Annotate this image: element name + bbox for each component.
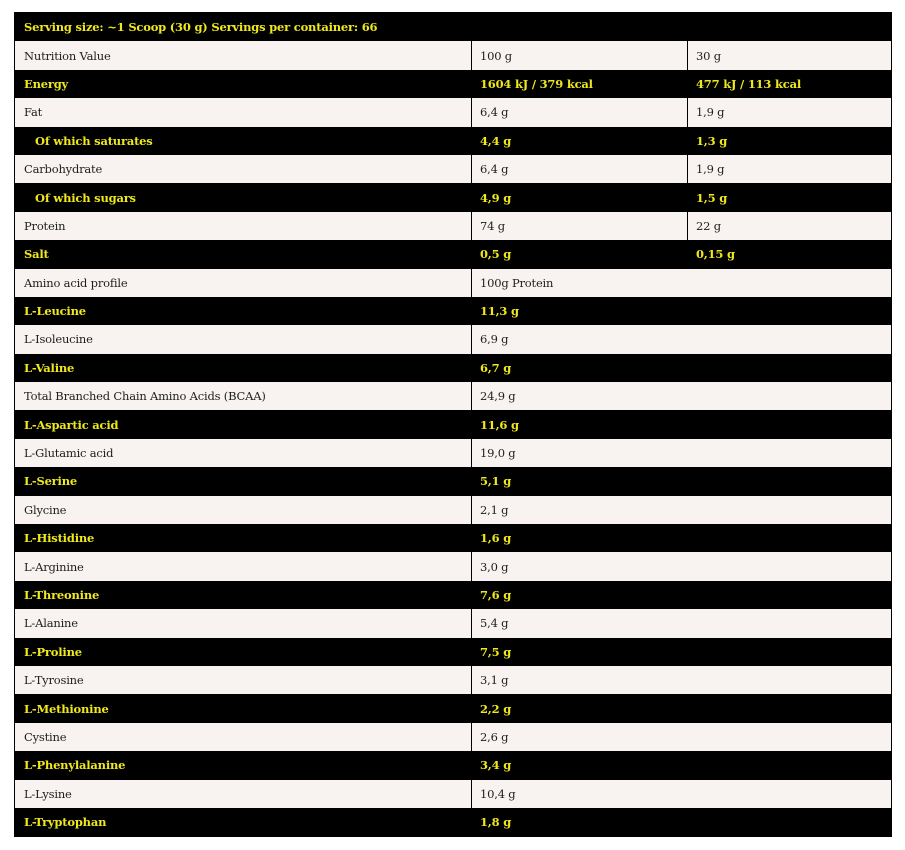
- row-fat: [15, 98, 891, 126]
- row-l-leucine: [15, 297, 891, 325]
- amino-value: 7,5 g: [471, 638, 891, 666]
- amino-value: 6,7 g: [471, 354, 891, 382]
- row-label: Energy: [24, 76, 69, 91]
- row-label: L-Tyrosine: [24, 673, 84, 688]
- row-label: L-Threonine: [24, 588, 100, 602]
- row-label: Of which sugars: [35, 190, 136, 205]
- row-label: Of which saturates: [35, 133, 153, 148]
- row-label: Fat: [24, 105, 43, 120]
- amino-value: 3,1 g: [471, 666, 891, 694]
- row-protein: [15, 212, 891, 240]
- value-per-30g: 22 g: [687, 212, 891, 240]
- value-per-100g: 6,4 g: [471, 155, 687, 183]
- value-per-100g: 6,4 g: [471, 98, 687, 126]
- row-l-isoleucine: [15, 325, 891, 353]
- amino-value: 24,9 g: [471, 382, 891, 410]
- value-per-100g: 74 g: [471, 212, 687, 240]
- row-l-glutamic-acid: [15, 439, 891, 467]
- row-label: Glycine: [24, 502, 67, 517]
- value-per-30g: 1,5 g: [687, 183, 891, 211]
- row-label: Protein: [24, 218, 66, 233]
- row-label: Cystine: [24, 729, 67, 744]
- amino-value: 11,6 g: [471, 410, 891, 438]
- row-glycine: [15, 496, 891, 524]
- row-l-histidine: [15, 524, 891, 552]
- amino-value: 19,0 g: [471, 439, 891, 467]
- column-header-label: Nutrition Value: [24, 48, 111, 63]
- row-l-methionine: [15, 694, 891, 722]
- row-l-lysine: [15, 780, 891, 808]
- serving-size-text: Serving size: ~1 Scoop (30 g) Servings per container: 66: [24, 20, 378, 35]
- amino-value: 5,1 g: [471, 467, 891, 495]
- amino-value: 2,6 g: [471, 723, 891, 751]
- value-per-30g: 1,9 g: [687, 98, 891, 126]
- row-label: Amino acid profile: [24, 275, 128, 290]
- row-l-phenylalanine: [15, 751, 891, 779]
- row-label: L-Isoleucine: [24, 332, 93, 347]
- column-header-row: [15, 41, 891, 69]
- amino-value: 2,1 g: [471, 496, 891, 524]
- column-header-per-30g: 30 g: [687, 41, 891, 69]
- amino-value: 1,6 g: [471, 524, 891, 552]
- serving-size-header: [15, 13, 891, 41]
- row-label: L-Leucine: [24, 304, 86, 319]
- row-l-threonine: [15, 581, 891, 609]
- row-l-alanine: [15, 609, 891, 637]
- amino-value: 7,6 g: [471, 581, 891, 609]
- row-l-serine: [15, 467, 891, 495]
- row-salt: [15, 240, 891, 268]
- row-label: Salt: [24, 247, 49, 262]
- row-amino-acid-profile: [15, 269, 891, 297]
- amino-value: 3,0 g: [471, 552, 891, 580]
- row-l-arginine: [15, 552, 891, 580]
- row-label: L-Methionine: [24, 701, 109, 716]
- amino-profile-basis: 100g Protein: [471, 269, 891, 297]
- row-label: L-Phenylalanine: [24, 758, 126, 773]
- amino-value: 11,3 g: [471, 297, 891, 325]
- row-label: L-Glutamic acid: [24, 446, 114, 461]
- value-per-30g: 0,15 g: [687, 240, 891, 268]
- row-label: L-Serine: [24, 474, 77, 489]
- row-label: L-Alanine: [24, 616, 78, 631]
- row-l-proline: [15, 638, 891, 666]
- value-per-100g: 0,5 g: [471, 240, 687, 268]
- row-label: Total Branched Chain Amino Acids (BCAA): [24, 389, 266, 404]
- row-label: L-Valine: [24, 360, 75, 375]
- row-l-valine: [15, 354, 891, 382]
- row-label: L-Tryptophan: [24, 815, 107, 830]
- amino-value: 5,4 g: [471, 609, 891, 637]
- amino-value: 6,9 g: [471, 325, 891, 353]
- row-label: L-Aspartic acid: [24, 417, 119, 432]
- row-l-tyrosine: [15, 666, 891, 694]
- row-label: L-Proline: [24, 644, 82, 659]
- row-total-bcaa: [15, 382, 891, 410]
- value-per-100g: 4,4 g: [471, 127, 687, 155]
- row-carbohydrate: [15, 155, 891, 183]
- value-per-30g: 1,9 g: [687, 155, 891, 183]
- nutrition-facts-table: [14, 12, 892, 837]
- row-label: L-Histidine: [24, 531, 95, 546]
- amino-value: 1,8 g: [471, 808, 891, 836]
- value-per-100g: 4,9 g: [471, 183, 687, 211]
- row-energy: [15, 70, 891, 98]
- amino-value: 10,4 g: [471, 780, 891, 808]
- row-of-which-saturates: [15, 127, 891, 155]
- column-header-per-100g: 100 g: [471, 41, 687, 69]
- row-l-aspartic-acid: [15, 410, 891, 438]
- row-label: Carbohydrate: [24, 162, 103, 177]
- row-label: L-Lysine: [24, 786, 72, 801]
- value-per-30g: 1,3 g: [687, 127, 891, 155]
- row-label: L-Arginine: [24, 559, 84, 574]
- amino-value: 2,2 g: [471, 694, 891, 722]
- value-per-30g: 477 kJ / 113 kcal: [687, 70, 891, 98]
- row-l-tryptophan: [15, 808, 891, 836]
- row-of-which-sugars: [15, 183, 891, 211]
- row-cystine: [15, 723, 891, 751]
- amino-value: 3,4 g: [471, 751, 891, 779]
- value-per-100g: 1604 kJ / 379 kcal: [471, 70, 687, 98]
